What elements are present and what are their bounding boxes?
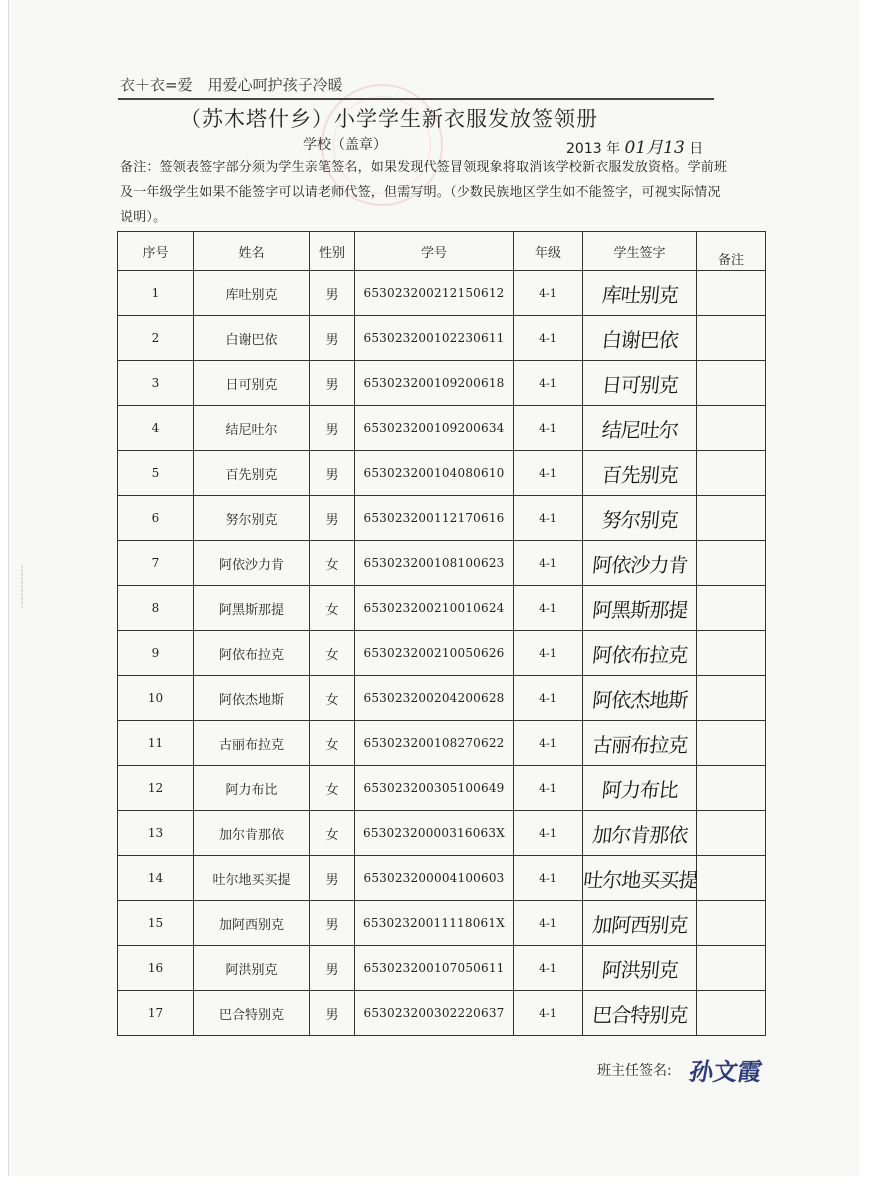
table-row	[118, 721, 766, 766]
cell-grade: 4-1	[514, 361, 583, 406]
cell-signature: 古丽布拉克	[580, 721, 699, 766]
cell-seq: 9	[118, 631, 194, 676]
cell-signature: 阿洪别克	[580, 946, 699, 991]
header-rule	[118, 98, 714, 100]
cell-grade: 4-1	[514, 901, 583, 946]
cell-seq: 8	[118, 586, 194, 631]
cell-name: 阿依布拉克	[194, 631, 310, 676]
cell-student-id: 653023200004100603	[355, 856, 514, 901]
cell-name: 巴合特别克	[194, 991, 310, 1036]
table-row	[118, 586, 766, 631]
cell-remark	[697, 766, 766, 811]
table-header-row	[118, 232, 766, 271]
cell-student-id: 65302320000316063X	[355, 811, 514, 856]
date-year-label: 年	[606, 141, 621, 157]
cell-signature: 加尔肯那依	[580, 811, 699, 856]
table-row	[118, 631, 766, 676]
date-year: 2013	[566, 141, 602, 157]
scan-edge-mark: ┆ ┆ ┆ ┆ ┆	[19, 566, 26, 609]
cell-remark	[697, 271, 766, 316]
cell-grade: 4-1	[514, 406, 583, 451]
table-row	[118, 316, 766, 361]
header-name: 姓名	[194, 232, 310, 271]
table-row	[118, 766, 766, 811]
cell-gender: 女	[310, 676, 355, 721]
cell-student-id: 653023200104080610	[355, 451, 514, 496]
cell-name: 努尔别克	[194, 496, 310, 541]
cell-student-id: 653023200302220637	[355, 991, 514, 1036]
cell-grade: 4-1	[514, 721, 583, 766]
cell-signature: 阿依布拉克	[580, 631, 699, 676]
slogan: 衣＋衣=爱 用爱心呵护孩子冷暖	[120, 76, 343, 94]
cell-remark	[697, 991, 766, 1036]
table-row	[118, 361, 766, 406]
cell-name: 库吐别克	[194, 271, 310, 316]
cell-gender: 男	[310, 451, 355, 496]
cell-seq: 11	[118, 721, 194, 766]
cell-seq: 3	[118, 361, 194, 406]
cell-remark	[697, 946, 766, 991]
cell-seq: 16	[118, 946, 194, 991]
table-row	[118, 901, 766, 946]
cell-gender: 女	[310, 631, 355, 676]
cell-signature: 吐尔地买买提	[580, 856, 699, 901]
cell-name: 阿力布比	[194, 766, 310, 811]
table-row	[118, 676, 766, 721]
cell-signature: 阿依沙力肯	[580, 541, 699, 586]
cell-grade: 4-1	[514, 991, 583, 1036]
date-day-label: 日	[689, 141, 704, 157]
cell-remark	[697, 316, 766, 361]
cell-gender: 女	[310, 721, 355, 766]
header-student-id: 学号	[355, 232, 514, 271]
cell-seq: 2	[118, 316, 194, 361]
header-remark: 备注	[697, 232, 766, 271]
cell-remark	[697, 721, 766, 766]
cell-signature: 库吐别克	[580, 271, 699, 316]
cell-student-id: 653023200107050611	[355, 946, 514, 991]
table-row	[118, 946, 766, 991]
page-title: （苏木塔什乡）小学学生新衣服发放签领册	[180, 107, 598, 131]
cell-seq: 17	[118, 991, 194, 1036]
cell-name: 日可别克	[194, 361, 310, 406]
cell-remark	[697, 901, 766, 946]
table-row	[118, 496, 766, 541]
cell-name: 阿依杰地斯	[194, 676, 310, 721]
cell-name: 古丽布拉克	[194, 721, 310, 766]
cell-student-id: 653023200108100623	[355, 541, 514, 586]
cell-gender: 女	[310, 811, 355, 856]
cell-signature: 结尼吐尔	[580, 406, 699, 451]
table-row	[118, 856, 766, 901]
cell-student-id: 653023200210050626	[355, 631, 514, 676]
cell-signature: 阿黑斯那提	[580, 586, 699, 631]
cell-remark	[697, 406, 766, 451]
cell-grade: 4-1	[514, 496, 583, 541]
cell-signature: 百先别克	[580, 451, 699, 496]
cell-signature: 巴合特别克	[580, 991, 699, 1036]
cell-gender: 男	[310, 406, 355, 451]
cell-seq: 6	[118, 496, 194, 541]
cell-student-id: 65302320011118061X	[355, 901, 514, 946]
cell-signature: 阿依杰地斯	[580, 676, 699, 721]
cell-name: 加阿西别克	[194, 901, 310, 946]
cell-student-id: 653023200204200628	[355, 676, 514, 721]
cell-signature: 阿力布比	[580, 766, 699, 811]
cell-remark	[697, 586, 766, 631]
cell-student-id: 653023200109200618	[355, 361, 514, 406]
cell-grade: 4-1	[514, 676, 583, 721]
cell-grade: 4-1	[514, 856, 583, 901]
cell-student-id: 653023200305100649	[355, 766, 514, 811]
cell-seq: 1	[118, 271, 194, 316]
cell-student-id: 653023200109200634	[355, 406, 514, 451]
cell-student-id: 653023200112170616	[355, 496, 514, 541]
cell-gender: 男	[310, 496, 355, 541]
cell-name: 阿黑斯那提	[194, 586, 310, 631]
teacher-signature: 孙文霞	[687, 1058, 765, 1086]
teacher-signature-label: 班主任签名:	[597, 1063, 672, 1079]
cell-name: 加尔肯那依	[194, 811, 310, 856]
cell-seq: 13	[118, 811, 194, 856]
cell-seq: 12	[118, 766, 194, 811]
table-row	[118, 406, 766, 451]
cell-student-id: 653023200108270622	[355, 721, 514, 766]
cell-gender: 男	[310, 991, 355, 1036]
cell-grade: 4-1	[514, 451, 583, 496]
cell-remark	[697, 856, 766, 901]
cell-name: 阿洪别克	[194, 946, 310, 991]
table-row	[118, 811, 766, 856]
cell-remark	[697, 676, 766, 721]
header-seq: 序号	[118, 232, 194, 271]
cell-remark	[697, 811, 766, 856]
cell-seq: 5	[118, 451, 194, 496]
cell-grade: 4-1	[514, 586, 583, 631]
cell-name: 吐尔地买买提	[194, 856, 310, 901]
cell-grade: 4-1	[514, 271, 583, 316]
cell-seq: 10	[118, 676, 194, 721]
cell-gender: 男	[310, 316, 355, 361]
cell-gender: 男	[310, 361, 355, 406]
cell-signature: 白谢巴依	[580, 316, 699, 361]
header-signature: 学生签字	[583, 232, 697, 271]
cell-gender: 女	[310, 766, 355, 811]
cell-grade: 4-1	[514, 541, 583, 586]
date-month-day-handwritten: 01月13	[624, 138, 685, 158]
cell-remark	[697, 631, 766, 676]
cell-gender: 女	[310, 541, 355, 586]
cell-signature: 努尔别克	[580, 496, 699, 541]
cell-seq: 4	[118, 406, 194, 451]
cell-grade: 4-1	[514, 811, 583, 856]
cell-remark	[697, 496, 766, 541]
cell-name: 阿依沙力肯	[194, 541, 310, 586]
cell-seq: 14	[118, 856, 194, 901]
instructions-note: 备注：签领表签字部分须为学生亲笔签名，如果发现代签冒领现象将取消该学校新衣服发放资格。学前班及一年级学生如果不能签字可以请老师代签，但需写明。（少数民族地区学生如不能签字，可视实际情况说明）。	[120, 160, 728, 225]
cell-student-id: 653023200210010624	[355, 586, 514, 631]
cell-gender: 男	[310, 271, 355, 316]
cell-gender: 女	[310, 586, 355, 631]
cell-name: 百先别克	[194, 451, 310, 496]
cell-grade: 4-1	[514, 766, 583, 811]
table-row	[118, 271, 766, 316]
cell-seq: 15	[118, 901, 194, 946]
cell-seq: 7	[118, 541, 194, 586]
cell-signature: 加阿西别克	[580, 901, 699, 946]
cell-grade: 4-1	[514, 316, 583, 361]
cell-student-id: 653023200212150612	[355, 271, 514, 316]
roster-body	[118, 271, 766, 1036]
cell-grade: 4-1	[514, 946, 583, 991]
cell-name: 白谢巴依	[194, 316, 310, 361]
header-gender: 性别	[310, 232, 355, 271]
cell-gender: 男	[310, 946, 355, 991]
cell-remark	[697, 541, 766, 586]
cell-gender: 男	[310, 901, 355, 946]
table-row	[118, 541, 766, 586]
cell-gender: 男	[310, 856, 355, 901]
cell-remark	[697, 361, 766, 406]
cell-remark	[697, 451, 766, 496]
cell-name: 结尼吐尔	[194, 406, 310, 451]
cell-signature: 日可别克	[580, 361, 699, 406]
cell-grade: 4-1	[514, 631, 583, 676]
cell-student-id: 653023200102230611	[355, 316, 514, 361]
school-seal-label: 学校（盖章）	[303, 137, 387, 153]
table-row	[118, 991, 766, 1036]
roster-table	[117, 231, 766, 1036]
header-grade: 年级	[514, 232, 583, 271]
table-row	[118, 451, 766, 496]
